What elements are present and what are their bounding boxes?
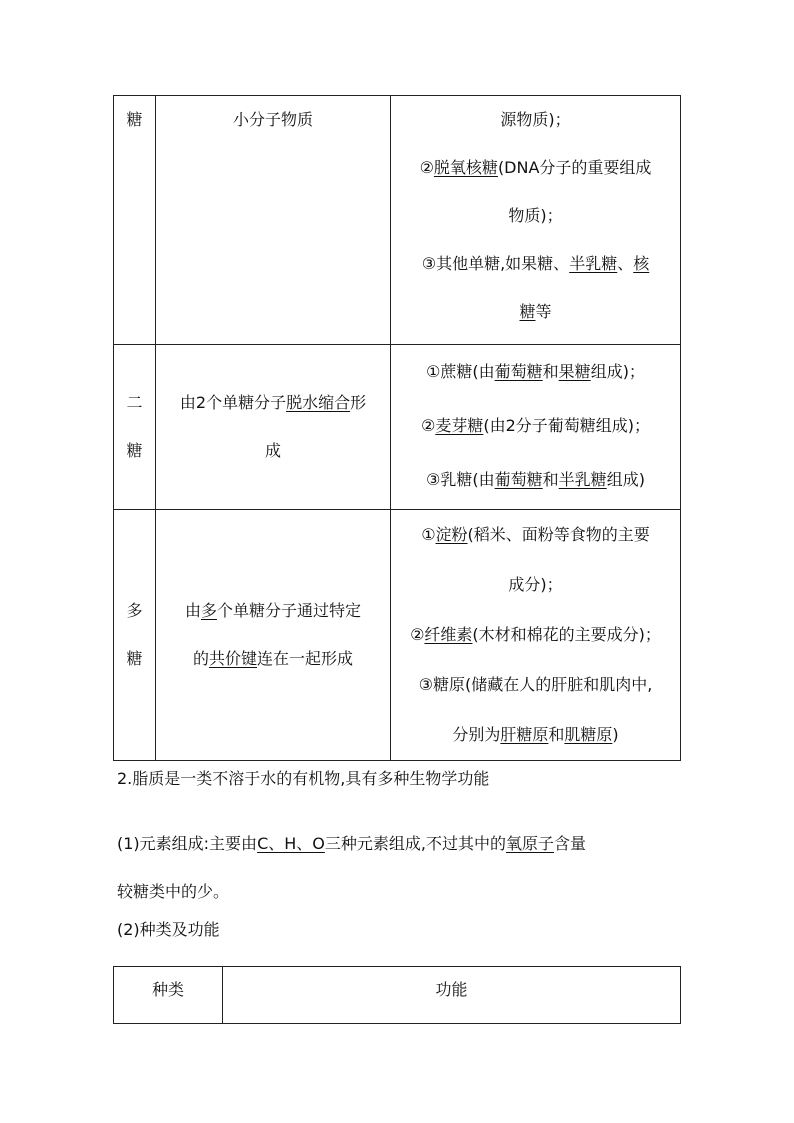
category-cell: 多 糖	[114, 510, 156, 761]
column-header-type: 种类	[114, 967, 223, 1024]
examples-cell: ①蔗糖(由葡萄糖和果糖组成)； ②麦芽糖(由2分子葡萄糖组成)； ③乳糖(由葡萄糖和半乳糖组成)	[391, 345, 681, 510]
subsection-heading: (2)种类及功能	[117, 920, 220, 939]
table-row	[114, 96, 681, 345]
category-cell: 二 糖	[114, 345, 156, 510]
examples-cell: ①淀粉(稻米、面粉等食物的主要 成分)； ②纤维素(木材和棉花的主要成分)； ③糖原(储藏在人的肝脏和肌肉中, 分别为肝糖原和肌糖原)	[391, 510, 681, 761]
category-cell: 糖	[114, 96, 156, 345]
table-header-row	[114, 967, 681, 1024]
structure-cell: 由2个单糖分子脱水缩合形 成	[156, 345, 391, 510]
table-row	[114, 510, 681, 761]
lipid-types-table	[113, 966, 681, 1024]
element-composition-paragraph: (1)元素组成:主要由C、H、O三种元素组成,不过其中的氧原子含量 较糖类中的少。	[117, 834, 586, 901]
examples-cell: 源物质)； ②脱氧核糖(DNA分子的重要组成 物质)； ③其他单糖,如果糖、半乳糖、核 糖等	[391, 96, 681, 345]
structure-cell: 由多个单糖分子通过特定 的共价键连在一起形成	[156, 510, 391, 761]
sugar-classification-table	[113, 95, 681, 761]
section-heading: 2.脂质是一类不溶于水的有机物,具有多种生物学功能	[117, 769, 490, 788]
column-header-function: 功能	[223, 967, 681, 1024]
table-row	[114, 345, 681, 510]
structure-cell: 小分子物质	[156, 96, 391, 345]
